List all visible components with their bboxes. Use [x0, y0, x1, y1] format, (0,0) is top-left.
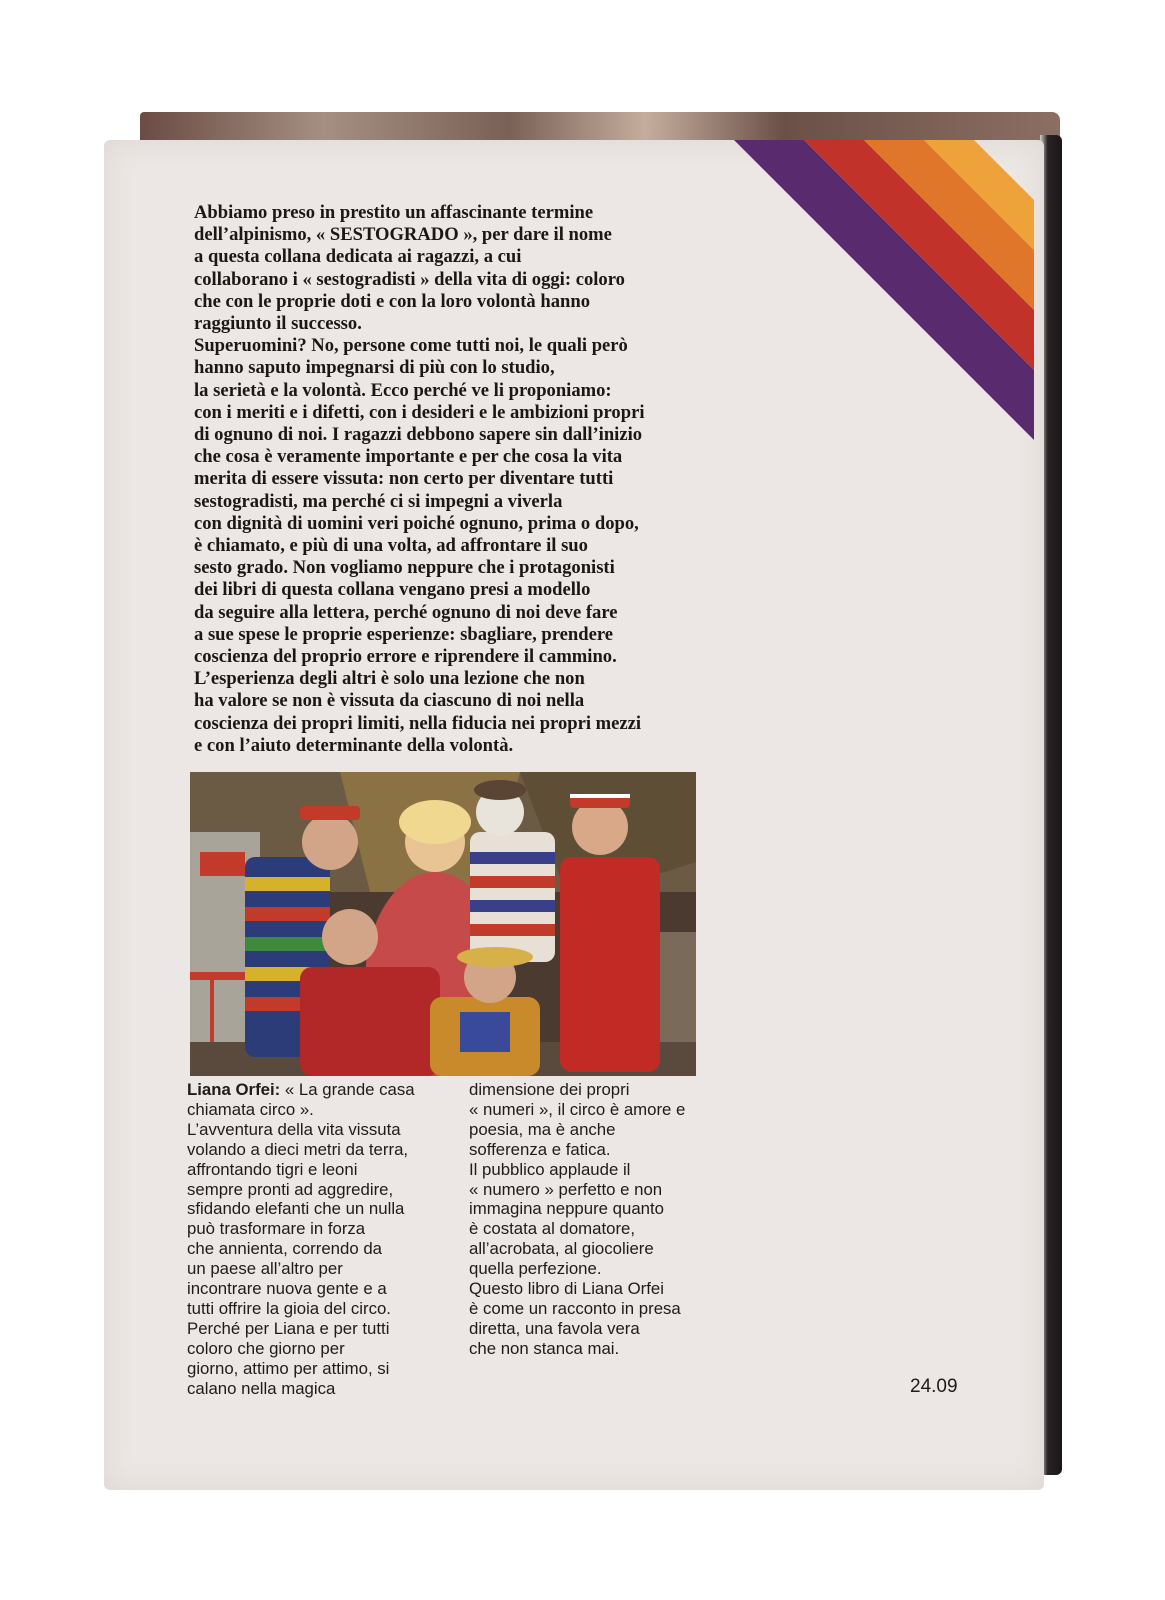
- caption-line: affrontando tigri e leoni: [187, 1159, 358, 1179]
- intro-line: Abbiamo preso in prestito un affascinante termine: [194, 202, 594, 223]
- caption-author: Liana Orfei:: [187, 1080, 281, 1099]
- circus-photo: [190, 772, 696, 1076]
- price-label: 24.09: [910, 1376, 958, 1397]
- caption-line: chiamata circo ».: [187, 1099, 314, 1119]
- back-cover: [104, 140, 1044, 1490]
- caption-line: all’acrobata, al giocoliere: [469, 1239, 654, 1259]
- intro-text: [194, 202, 754, 757]
- intro-line: che cosa è veramente importante e per che cosa la vita: [194, 446, 623, 468]
- intro-line: a questa collana dedicata ai ragazzi, a cui: [194, 246, 522, 268]
- caption-right-column: [469, 1080, 749, 1359]
- caption-line: calano nella magica: [187, 1378, 336, 1398]
- intro-line: raggiunto il successo.: [194, 313, 362, 335]
- caption-line: sofferenza e fatica.: [469, 1139, 611, 1159]
- intro-line: da seguire alla lettera, perché ognuno di noi deve fare: [194, 601, 618, 623]
- intro-line: Superuomini? No, persone come tutti noi, le quali però: [194, 335, 628, 357]
- caption-left-column: [187, 1080, 467, 1399]
- caption-line: quella perfezione.: [469, 1259, 602, 1279]
- caption-first-line-rest: « La grande casa: [280, 1080, 415, 1099]
- intro-line: di ognuno di noi. I ragazzi debbono sapere sin dall’inizio: [194, 424, 643, 446]
- caption-line: « numero » perfetto e non: [469, 1179, 663, 1199]
- caption-line: incontrare nuova gente e a: [187, 1279, 387, 1299]
- caption-line: dimensione dei propri: [469, 1080, 630, 1099]
- caption-line: può trasformare in forza: [187, 1219, 366, 1239]
- intro-line: dell’alpinismo, « SESTOGRADO », per dare il nome: [194, 224, 612, 246]
- intro-line: collaborano i « sestogradisti » della vita di oggi: coloro: [194, 268, 625, 290]
- intro-line: a sue spese le proprie esperienze: sbagliare, prendere: [194, 623, 613, 645]
- caption-line: volando a dieci metri da terra,: [187, 1139, 409, 1159]
- intro-line: dei libri di questa collana vengano presi a modello: [194, 579, 591, 601]
- caption-line: Il pubblico applaude il: [469, 1159, 631, 1179]
- intro-line: con dignità di uomini veri poiché ognuno, prima o dopo,: [194, 512, 639, 534]
- caption-line: sempre pronti ad aggredire,: [187, 1179, 394, 1199]
- caption-line: è come un racconto in presa: [469, 1298, 681, 1318]
- intro-line: merita di essere vissuta: non certo per diventare tutti: [194, 468, 614, 490]
- caption-line: che annienta, correndo da: [187, 1239, 382, 1259]
- intro-line: L’esperienza degli altri è solo una lezione che non: [194, 668, 585, 690]
- caption-line: giorno, attimo per attimo, si: [187, 1358, 390, 1378]
- intro-line: la serietà e la volontà. Ecco perché ve li proponiamo:: [194, 379, 612, 401]
- intro-line: coscienza dei propri limiti, nella fiducia nei propri mezzi: [194, 712, 642, 734]
- caption-line: un paese all’altro per: [187, 1259, 343, 1279]
- intro-line: hanno saputo impegnarsi di più con lo studio,: [194, 357, 555, 379]
- caption-line: L’avventura della vita vissuta: [187, 1119, 401, 1139]
- caption-line: tutti offrire la gioia del circo.: [187, 1298, 391, 1318]
- caption-line: coloro che giorno per: [187, 1338, 345, 1358]
- intro-line: sestogradisti, ma perché ci si impegni a viverla: [194, 490, 563, 512]
- caption-first-line: [187, 1080, 467, 1100]
- caption-line: Questo libro di Liana Orfei: [469, 1279, 664, 1299]
- caption-line: diretta, una favola vera: [469, 1318, 640, 1338]
- intro-line: è chiamato, e più di una volta, ad affrontare il suo: [194, 535, 588, 557]
- caption-line: sfidando elefanti che un nulla: [187, 1199, 405, 1219]
- intro-line: sesto grado. Non vogliamo neppure che i protagonisti: [194, 557, 615, 579]
- circus-photo-illustration: [190, 772, 696, 1076]
- intro-line: con i meriti e i difetti, con i desideri e le ambizioni propri: [194, 401, 645, 423]
- book-top-edge: [140, 112, 1060, 142]
- intro-line: e con l’aiuto determinante della volontà.: [194, 734, 514, 756]
- intro-line: ha valore se non è vissuta da ciascuno di noi nella: [194, 690, 585, 712]
- caption-line: che non stanca mai.: [469, 1338, 620, 1358]
- caption-line: Perché per Liana e per tutti: [187, 1318, 390, 1338]
- intro-line: che con le proprie doti e con la loro volontà hanno: [194, 290, 590, 312]
- caption-line: è costata al domatore,: [469, 1219, 636, 1239]
- caption-line: « numeri », il circo è amore e: [469, 1099, 686, 1119]
- caption-line: immagina neppure quanto: [469, 1199, 664, 1219]
- intro-line: coscienza del proprio errore e riprendere il cammino.: [194, 646, 617, 668]
- caption-line: poesia, ma è anche: [469, 1119, 616, 1139]
